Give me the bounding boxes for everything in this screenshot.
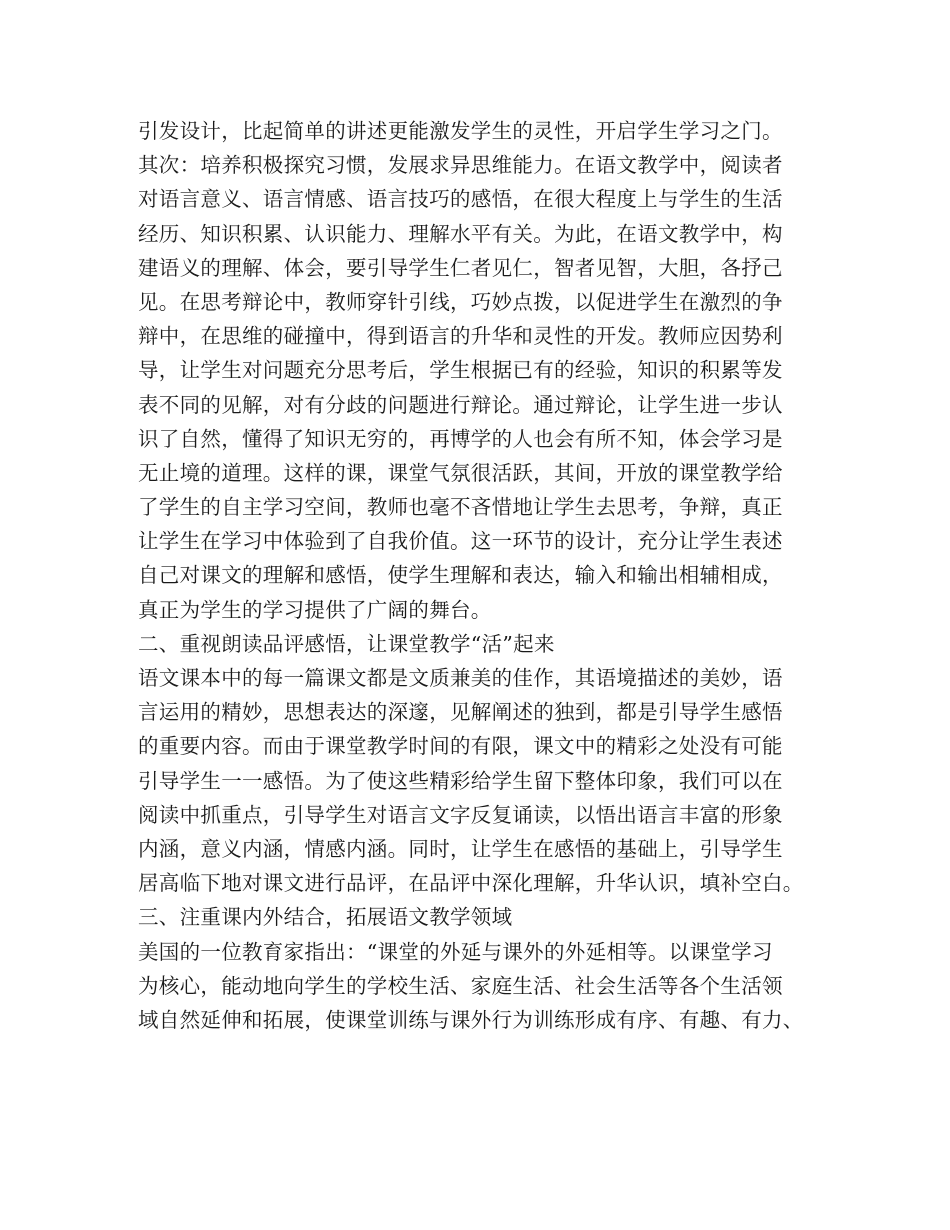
text-line: 辩中，在思维的碰撞中，得到语言的升华和灵性的开发。教师应因势利	[138, 324, 783, 349]
text-line: 引发设计，比起简单的讲述更能激发学生的灵性，开启学生学习之门。	[138, 119, 783, 143]
text-line: 语文课本中的每一篇课文都是文质兼美的佳作，其语境描述的美妙，语	[138, 666, 783, 690]
text-line: 内涵，意义内涵，情感内涵。同时，让学生在感悟的基础上，引导学生	[138, 836, 783, 861]
text-line: 为核心，能动地向学生的学校生活、家庭生活、社会生活等各个生活领	[138, 973, 783, 998]
text-line: 其次：培养积极探究习惯，发展求异思维能力。在语文教学中，阅读者	[138, 153, 783, 178]
text-line: 了学生的自主学习空间，教师也毫不吝惜地让学生去思考，争辩，真正	[138, 495, 783, 520]
text-line: 导，让学生对问题充分思考后，学生根据已有的经验，知识的积累等发	[138, 358, 783, 383]
text-line: 让学生在学习中体验到了自我价值。这一环节的设计，充分让学生表述	[138, 529, 783, 554]
text-line: 建语义的理解、体会，要引导学生仁者见仁，智者见智，大胆，各抒己	[138, 255, 783, 280]
text-line: 见。在思考辩论中，教师穿针引线，巧妙点拨，以促进学生在激烈的争	[138, 289, 783, 314]
text-line: 表不同的见解，对有分歧的问题进行辩论。通过辩论，让学生进一步认	[138, 392, 783, 417]
text-line: 无止境的道理。这样的课，课堂气氛很活跃，其间，开放的课堂教学给	[138, 460, 783, 485]
text-line: 对语言意义、语言情感、语言技巧的感悟，在很大程度上与学生的生活	[138, 187, 783, 212]
section-heading-3: 三、注重课内外结合，拓展语文教学领域	[138, 905, 513, 930]
text-line: 真正为学生的学习提供了广阔的舞台。	[138, 597, 492, 622]
body-text	[138, 114, 838, 1037]
text-line: 美国的一位教育家指出：“课堂的外延与课外的外延相等。以课堂学习	[138, 939, 773, 964]
text-line: 经历、知识积累、认识能力、理解水平有关。为此，在语文教学中，构	[138, 221, 783, 246]
text-line: 阅读中抓重点，引导学生对语言文字反复诵读，以悟出语言丰富的形象	[138, 802, 783, 827]
text-line: 域自然延伸和拓展，使课堂训练与课外行为训练形成有序、有趣、有力、	[138, 1007, 804, 1032]
text-line: 的重要内容。而由于课堂教学时间的有限，课文中的精彩之处没有可能	[138, 734, 783, 759]
text-line: 言运用的精妙，思想表达的深邃，见解阐述的独到，都是引导学生感悟	[138, 700, 783, 725]
text-line: 识了自然，懂得了知识无穷的，再博学的人也会有所不知，体会学习是	[138, 426, 783, 451]
text-line: 自己对课文的理解和感悟，使学生理解和表达，输入和输出相辅相成，	[138, 563, 783, 588]
text-line: 引导学生一一感悟。为了使这些精彩给学生留下整体印象，我们可以在	[138, 768, 783, 793]
text-line: 居高临下地对课文进行品评，在品评中深化理解，升华认识，填补空白。	[138, 871, 804, 896]
section-heading-2: 二、重视朗读品评感悟，让课堂教学“活”起来	[138, 631, 555, 656]
